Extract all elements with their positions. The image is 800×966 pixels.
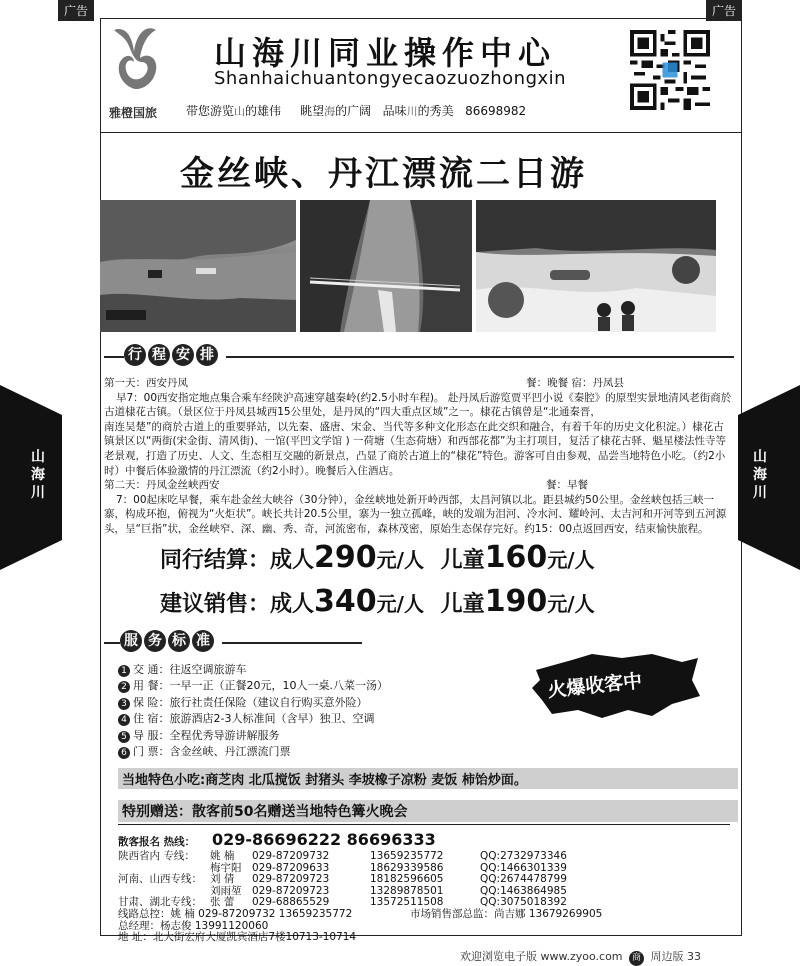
header-divider <box>100 132 741 133</box>
address-row: 地 址：北大街宏府大厦凯宾酒店7楼10713-10714 <box>118 931 357 944</box>
day1-body-a: 早7：00西安指定地点集合乘车经陕沪高速穿越秦岭(约2.5小时车程)。 赴丹凤后游览贾平凹小说《秦腔》的原型实景地清风老街商於古道棣花古镇。（景区位于丹凤县城西15公里处，是丹凤的“四大重点区域”之一。棣花古镇曾是“北通秦晋， <box>104 391 732 419</box>
ad-tag-left: 广告 <box>58 0 94 21</box>
service-item: 6 门 票：含金丝峡、丹江漂流门票 <box>118 744 388 760</box>
tour-title: 金丝峡、丹江漂流二日游 <box>180 154 587 194</box>
day2-body: 7：00起床吃早餐，乘车赴金丝大峡谷（30分钟），金丝峡地处新开岭西部，太昌河镇以北。距县城约50公里。金丝峡包括三峡一寨，构成环抱，俯视为“火炬状”。峡长共计20.5公里，寨为一独立孤峰，峡的发端为泪河、冷水河、耀岭河、太吉河和开河等到五河源头，呈“巨指”状，金丝峡窄、深、幽、秀、奇，河流密布，森林茂密，原始生态保存完好。约15：00点返回西安，结束愉快旅程。 <box>104 493 727 535</box>
day1-body-b: 南连吴楚”的商於古道上的重要驿站，以先秦、盛唐、宋金、当代等多种文化形态在此交织和融合，有着千年的历史文化积淀。）棣花古镇景区以“两街(宋金街、清风街)、一馆(平凹文学馆 ) 一荷塘（生态荷塘）和西部花都”为主打项目，复活了棣花古驿、魁星楼法性寺等老景观，打造了历史、人文、生态相互交融的新景点，凸显了商於古道上的“棣花”特色。游客可自由参观，品尝当地特色小吃。（约2小时）中餐后体验激情的丹江漂流（约2小时）。晚餐后入住酒店。 <box>104 420 726 477</box>
contact-row: 刘雨堃 029-87209723 13289878501 QQ:1463864985 <box>210 884 567 897</box>
side-label-right: 山 海 川 <box>753 449 767 501</box>
itinerary-text <box>104 376 734 537</box>
contact-row: 陕西省内 专线： 姚 楠 029-87209732 13659235772 QQ:2732973346 <box>118 850 567 862</box>
day2-meals: 餐：早餐 <box>546 479 588 492</box>
photo-rafting <box>476 200 716 332</box>
footer-page-number: 33 <box>687 950 702 963</box>
service-item: 3 保 险：旅行社责任保险（建议自行购买意外险） <box>118 695 388 711</box>
service-item: 1 交 通：往返空调旅游车 <box>118 662 388 678</box>
day1-meals: 餐：晚餐 宿：丹凤县 <box>526 377 624 389</box>
footer-badge-icon: 商 <box>629 951 644 966</box>
day2-heading: 第二天：丹凤金丝峡西安 <box>104 479 220 492</box>
service-rule-right <box>222 642 362 644</box>
day1-heading: 第一天：西安丹凤 <box>104 377 188 389</box>
hotline-label: 散客报名 热线： <box>118 836 196 848</box>
local-food-band: 当地特色小吃:商芝肉 北瓜搅饭 封猪头 李坡橡子凉粉 麦饭 柿饴炒面。 <box>118 768 738 789</box>
gift-band: 特别赠送：散客前50名赠送当地特色篝火晚会 <box>118 800 738 822</box>
retail-price: 建议销售：成人340元/人 儿童190元/人 <box>160 584 595 619</box>
slogan: 带您游览山的雄伟 眺望海的广阔 品味川的秀美 86698982 <box>186 104 527 118</box>
contact-row: 河南、山西专线： 刘 倩 029-87209723 18182596605 QQ:2674478799 <box>118 873 567 886</box>
service-item: 2 用 餐：一早一正（正餐20元，10人一桌.八菜一汤） <box>118 678 388 694</box>
service-list <box>118 662 388 760</box>
hot-sale-text: 火爆收客中 <box>546 670 644 702</box>
photo-river-boats <box>100 200 296 332</box>
page-footer <box>460 948 701 966</box>
trade-price: 同行结算：成人290元/人 儿童160元/人 <box>160 540 595 575</box>
section-rule-right <box>226 356 734 358</box>
company-logo-icon <box>104 22 164 100</box>
slogan-phone: 86698982 <box>465 104 527 118</box>
center-pinyin: Shanhaichuantongyecaozuozhongxin <box>214 68 567 89</box>
center-name: 山海川同业操作中心 <box>214 34 557 72</box>
hotline-number: 029-86696222 86696333 <box>212 830 436 849</box>
logo-name: 雅橙国旅 <box>108 106 157 120</box>
service-heading: 服 务 标 准 <box>120 630 216 656</box>
photo-cliff-walkway <box>300 200 472 332</box>
side-label-left: 山 海 川 <box>31 449 45 501</box>
contacts-divider <box>118 824 730 825</box>
service-rule-left <box>104 642 120 644</box>
ad-tag-right: 广告 <box>706 0 742 21</box>
manager-row: 总经理：杨志俊 13991120060 <box>118 919 269 932</box>
contact-row: 甘肃、湖北专线： 张 蕾 029-68865529 13572511508 QQ:3075018392 <box>118 896 567 909</box>
contact-row: 梅宇阳 029-87209633 18629339586 QQ:1466301339 <box>210 861 567 874</box>
section-rule-left <box>104 356 124 358</box>
itinerary-heading: 行 程 安 排 <box>124 344 220 370</box>
footer-text: 欢迎浏览电子版 www.zyoo.com <box>460 950 623 963</box>
side-ribbon-right <box>738 385 800 570</box>
contact-table <box>118 851 602 944</box>
director-row: 线路总控：姚 楠 029-87209732 13659235772 市场销售部总监：尚吉娜 13679269905 <box>118 907 603 920</box>
qr-code-icon <box>630 30 710 110</box>
service-item: 4 住 宿：旅游酒店2-3人标准间（含早）独卫、空调 <box>118 711 388 727</box>
service-item: 5 导 服：全程优秀导游讲解服务 <box>118 728 388 744</box>
footer-edition: 周边版 <box>650 950 684 963</box>
